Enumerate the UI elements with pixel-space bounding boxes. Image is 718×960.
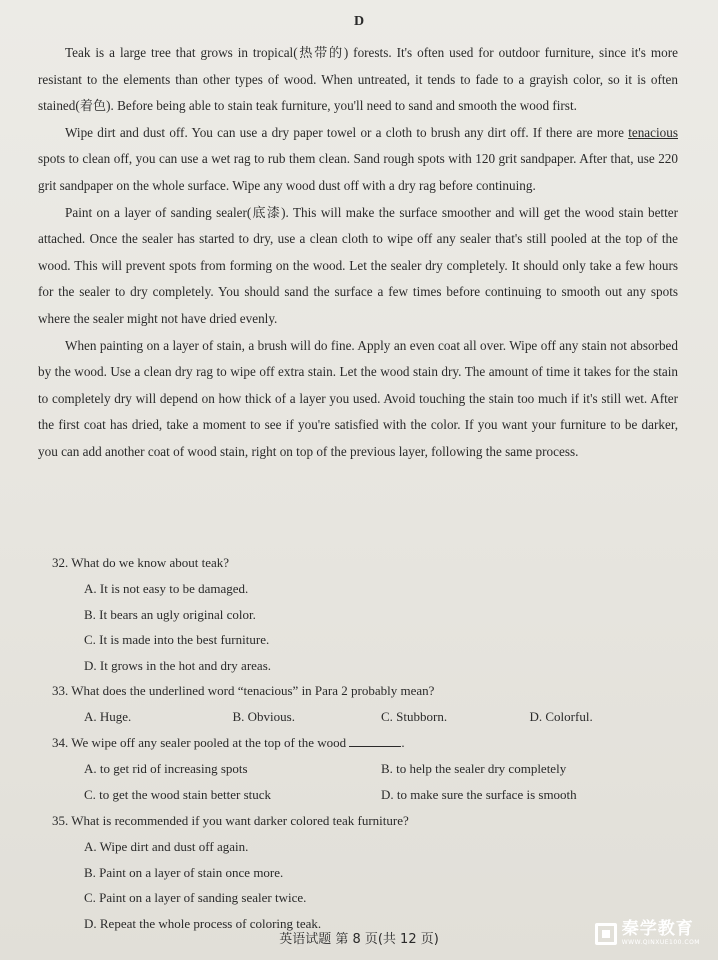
- logo-square-icon: [595, 923, 617, 945]
- logo-site: WWW.QINXUE100.COM: [621, 939, 700, 946]
- watermark-logo: [595, 921, 700, 946]
- options-row-34-cd: [52, 782, 678, 808]
- underlined-word: tenacious: [628, 124, 678, 140]
- option-32b: B. It bears an ugly original color.: [84, 606, 256, 622]
- page-footer: 英语试题 第 8 页(共 12 页): [279, 932, 439, 947]
- logo-text: [622, 921, 700, 946]
- question-35: 35. What is recommended if you want darker colored teak furniture?: [52, 813, 409, 828]
- option-33b: B. Obvious.: [232, 709, 295, 724]
- paragraph-2-after: spots to clean off, you can use a wet rag to rub them clean. Sand rough spots with 120 grit sandpaper. After that, use 220 grit sandpaper on the whole surface. Wipe any wood dust off with a dry rag before continuing.: [38, 151, 678, 193]
- question-33: 33. What does the underlined word “tenacious” in Para 2 probably mean?: [52, 683, 435, 698]
- question-list: [52, 550, 678, 936]
- option-35a: A. Wipe dirt and dust off again.: [84, 839, 249, 854]
- option-34b: B. to help the sealer dry completely: [381, 761, 567, 776]
- paragraph-2-before: Wipe dirt and dust off. You can use a dry paper towel or a cloth to brush any dirt off. If there are more: [65, 124, 629, 140]
- logo-name: 秦学教育: [621, 919, 694, 939]
- option-34a: A. to get rid of increasing spots: [84, 761, 248, 776]
- option-32a: A. It is not easy to be damaged.: [84, 581, 249, 596]
- question-34-stem: 34. We wipe off any sealer pooled at the top of the wood: [52, 735, 350, 750]
- options-row-34-ab: [52, 756, 678, 782]
- option-35b: B. Paint on a layer of stain once more.: [84, 864, 284, 880]
- reading-passage: [38, 40, 678, 466]
- option-33a: A. Huge.: [84, 709, 132, 724]
- paragraph-2: [38, 120, 678, 200]
- option-33d: D. Colorful.: [529, 709, 593, 724]
- question-32: 32. What do we know about teak?: [52, 555, 230, 570]
- option-35c: C. Paint on a layer of sanding sealer twice.: [84, 890, 307, 905]
- option-34c: C. to get the wood stain better stuck: [84, 787, 272, 802]
- option-35d: D. Repeat the whole process of coloring teak.: [84, 915, 322, 931]
- question-34: [52, 730, 678, 756]
- paragraph-4: When painting on a layer of stain, a brush will do fine. Apply an even coat all over. Wipe off any stain not absorbed by the wood. Use a clean dry rag to wipe off extra stain. Let the wood stain dry. The amount of time it takes for the stain to completely dry will depend on how thick of a layer you used. Avoid touching the stain too much if it's still wet. After the first coat has dried, take a moment to see if you're satisfied with the color. If you want your furniture to be darker, you can add another coat of wood stain, right on top of the previous layer, following the same process.: [38, 337, 678, 459]
- option-34d: D. to make sure the surface is smooth: [381, 787, 577, 802]
- paragraph-3: Paint on a layer of sanding sealer(底漆). This will make the surface smoother and will get the wood stain better attached. Once the sealer has started to dry, use a clean cloth to wipe off any sealer that's still pooled at the top of the wood. This will prevent spots from forming on the wood. Let the sealer dry completely. It should only take a few hours for the sealer to dry completely. You should sand the surface a few times before continuing to smooth out any spots where the sealer might not have dried evenly.: [38, 204, 678, 326]
- paragraph-1: Teak is a large tree that grows in tropical(热带的) forests. It's often used for outdoor furniture, since it's more resistant to the elements than other types of wood. When untreated, it tends to fade to a grayish color, so it is often stained(着色). Before being able to stain teak furniture, you'll need to sand and smooth the wood first.: [38, 45, 678, 114]
- option-32c: C. It is made into the best furniture.: [84, 632, 270, 647]
- options-row-33: [52, 704, 678, 730]
- question-34-end: .: [401, 735, 405, 750]
- option-33c: C. Stubborn.: [381, 709, 448, 724]
- section-title: D: [353, 14, 365, 29]
- answer-blank: [349, 732, 401, 747]
- option-32d: D. It grows in the hot and dry areas.: [84, 657, 272, 673]
